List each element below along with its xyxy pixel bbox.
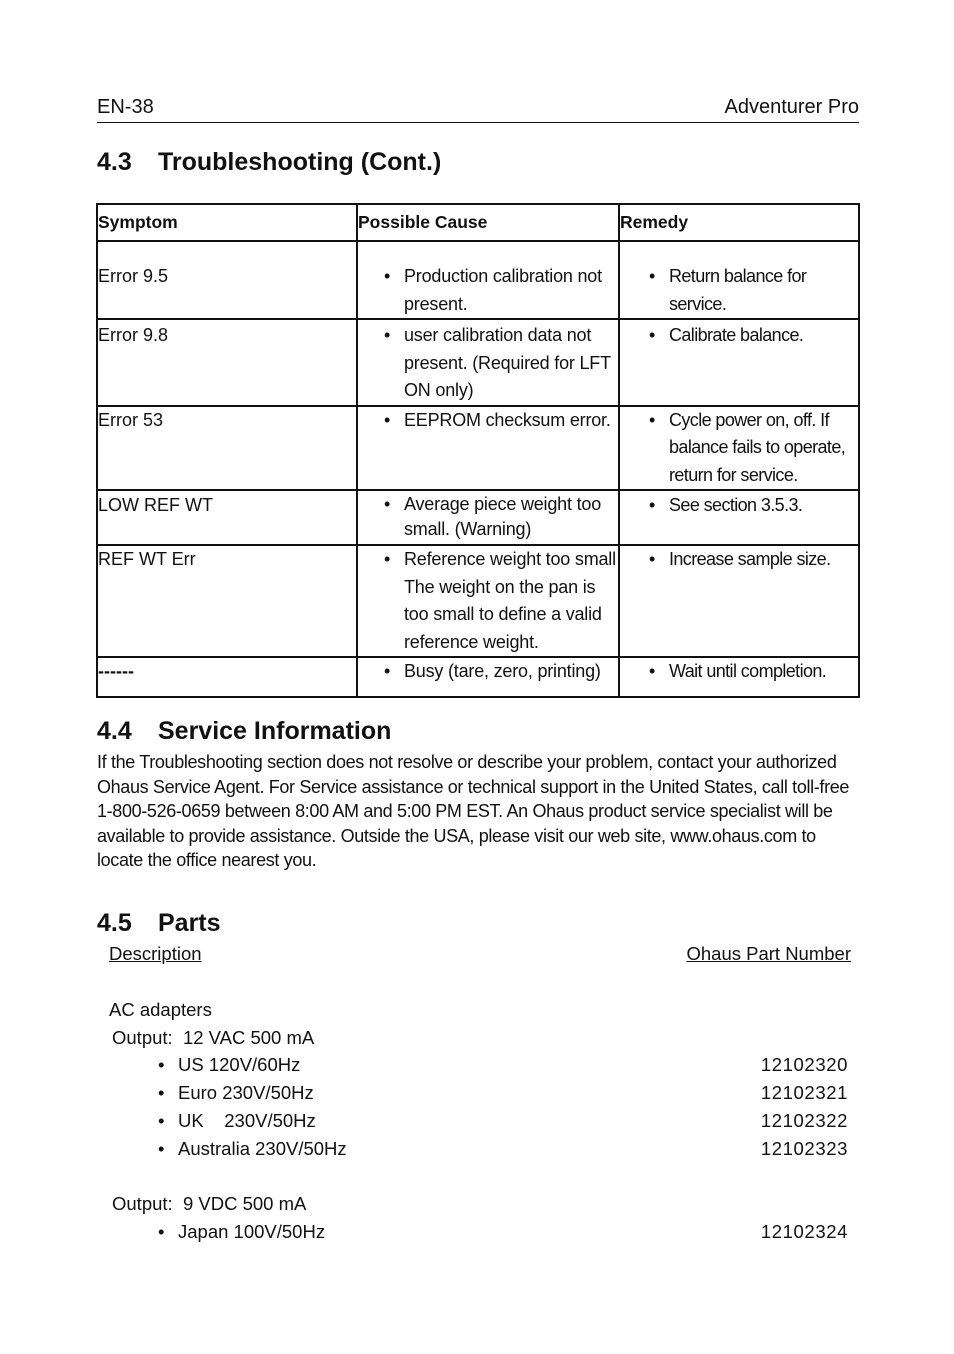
remedy-text: Wait until completion. bbox=[669, 661, 827, 681]
column-header-part-number: Ohaus Part Number bbox=[686, 943, 851, 964]
bullet-icon: • bbox=[158, 1082, 165, 1103]
remedy-cell bbox=[619, 490, 859, 545]
cause-cell bbox=[357, 490, 619, 545]
section-heading-parts bbox=[97, 908, 221, 938]
bullet-icon: • bbox=[158, 1221, 165, 1242]
symptom-cell: ------ bbox=[97, 657, 357, 697]
bullet-icon: • bbox=[649, 266, 656, 286]
troubleshooting-table bbox=[96, 203, 860, 698]
list-item bbox=[158, 1081, 848, 1105]
symptom-cell: Error 9.5 bbox=[97, 241, 357, 319]
bullet-icon: • bbox=[649, 549, 656, 569]
column-header-cause: Possible Cause bbox=[357, 204, 619, 241]
column-header-description: Description bbox=[109, 943, 202, 964]
bullet-icon: • bbox=[158, 1054, 165, 1075]
table-row bbox=[97, 657, 859, 697]
cause-text: EEPROM checksum error. bbox=[404, 409, 611, 430]
parts-column-headers bbox=[109, 942, 851, 966]
part-number: 12102320 bbox=[760, 1054, 848, 1075]
bullet-icon: • bbox=[158, 1138, 165, 1159]
section-number: 4.4 bbox=[97, 717, 132, 745]
remedy-cell bbox=[619, 545, 859, 657]
symptom-cell: Error 9.8 bbox=[97, 319, 357, 406]
cause-text: Reference weight too small The weight on the pan is too small to define a valid reference weight. bbox=[404, 549, 616, 652]
bullet-icon: • bbox=[384, 549, 391, 569]
symptom-cell: Error 53 bbox=[97, 406, 357, 491]
part-description: Japan 100V/50Hz bbox=[178, 1221, 326, 1242]
remedy-cell bbox=[619, 406, 859, 491]
symptom-cell: REF WT Err bbox=[97, 545, 357, 657]
remedy-text: Increase sample size. bbox=[669, 549, 831, 569]
parts-output-label: Output: 9 VDC 500 mA bbox=[112, 1193, 307, 1214]
remedy-text: Return balance for service. bbox=[669, 266, 807, 314]
table-row bbox=[97, 319, 859, 406]
cause-cell bbox=[357, 406, 619, 491]
product-name: Adventurer Pro bbox=[724, 96, 859, 118]
list-item bbox=[158, 1053, 848, 1077]
bullet-icon: • bbox=[649, 409, 656, 430]
table-row bbox=[97, 490, 859, 545]
part-number: 12102324 bbox=[760, 1221, 848, 1242]
parts-group-title: AC adapters bbox=[109, 999, 212, 1020]
bullet-icon: • bbox=[384, 661, 391, 681]
section-title: Service Information bbox=[158, 717, 392, 745]
remedy-text: Cycle power on, off. If balance fails to operate, return for service. bbox=[669, 409, 846, 485]
list-item bbox=[158, 1220, 848, 1244]
bullet-icon: • bbox=[649, 325, 656, 345]
cause-text: user calibration data not present. (Required for LFT ON only) bbox=[404, 325, 611, 400]
bullet-icon: • bbox=[384, 494, 391, 514]
part-description: Australia 230V/50Hz bbox=[178, 1138, 347, 1159]
part-description: UK 230V/50Hz bbox=[178, 1110, 316, 1131]
remedy-cell bbox=[619, 241, 859, 319]
remedy-text: See section 3.5.3. bbox=[669, 495, 803, 515]
parts-output-label: Output: 12 VAC 500 mA bbox=[112, 1027, 315, 1048]
bullet-icon: • bbox=[158, 1110, 165, 1131]
section-number: 4.3 bbox=[97, 148, 132, 176]
bullet-icon: • bbox=[649, 495, 656, 515]
part-number: 12102322 bbox=[760, 1110, 848, 1131]
table-row bbox=[97, 241, 859, 319]
page-number: EN-38 bbox=[97, 96, 154, 118]
part-number: 12102323 bbox=[760, 1138, 848, 1159]
bullet-icon: • bbox=[649, 661, 656, 681]
section-heading-service bbox=[97, 716, 391, 746]
page-header bbox=[97, 94, 859, 123]
column-header-remedy: Remedy bbox=[619, 204, 859, 241]
remedy-cell bbox=[619, 319, 859, 406]
cause-cell bbox=[357, 241, 619, 319]
cause-text: Average piece weight too small. (Warning) bbox=[404, 494, 602, 539]
section-title: Parts bbox=[158, 909, 221, 937]
cause-text: Busy (tare, zero, printing) bbox=[404, 661, 601, 681]
remedy-text: Calibrate balance. bbox=[669, 325, 804, 345]
column-header-symptom: Symptom bbox=[97, 204, 357, 241]
bullet-icon: • bbox=[384, 266, 391, 286]
section-heading-troubleshooting bbox=[97, 147, 441, 177]
part-number: 12102321 bbox=[760, 1082, 848, 1103]
list-item bbox=[158, 1137, 848, 1161]
section-title: Troubleshooting (Cont.) bbox=[158, 148, 442, 176]
section-number: 4.5 bbox=[97, 909, 132, 937]
cause-cell bbox=[357, 319, 619, 406]
table-header-row bbox=[97, 204, 859, 241]
remedy-cell bbox=[619, 657, 859, 697]
table-row bbox=[97, 406, 859, 491]
symptom-cell: LOW REF WT bbox=[97, 490, 357, 545]
bullet-icon: • bbox=[384, 409, 391, 430]
part-description: Euro 230V/50Hz bbox=[178, 1082, 314, 1103]
cause-cell bbox=[357, 657, 619, 697]
cause-cell bbox=[357, 545, 619, 657]
service-paragraph: If the Troubleshooting section does not resolve or describe your problem, contact your authorized Ohaus Service Agent. For Service assistance or technical support in the United States, call toll-free 1-800-526-0659 between 8:00 AM and 5:00 PM EST. An Ohaus product service specialist will be available to provide assistance. Outside the USA, please visit our web site, www.ohaus.com to locate the office nearest you. bbox=[97, 752, 850, 870]
list-item bbox=[158, 1109, 848, 1133]
bullet-icon: • bbox=[384, 325, 391, 345]
cause-text: Production calibration not present. bbox=[404, 266, 602, 314]
part-description: US 120V/60Hz bbox=[178, 1054, 301, 1075]
table-row bbox=[97, 545, 859, 657]
